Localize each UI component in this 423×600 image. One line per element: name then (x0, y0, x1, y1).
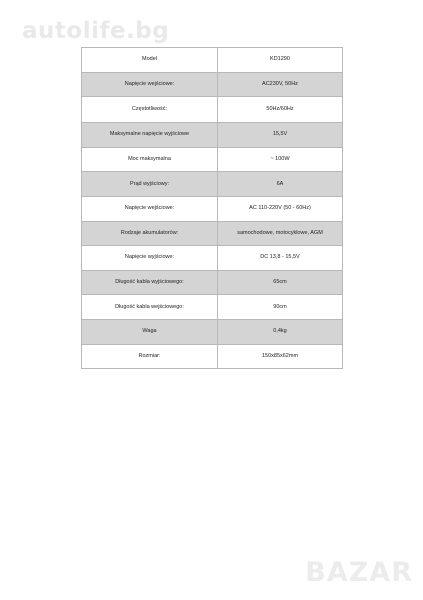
spec-label: Napięcie wejściowe: (82, 72, 218, 97)
table-row (82, 72, 343, 97)
table-row (82, 270, 343, 295)
spec-label: Napięcie wejściowe: (82, 196, 218, 221)
spec-value: 90cm (218, 295, 343, 320)
bazar-logo: BAZAR (305, 557, 413, 588)
spec-label: Rozmiar: (82, 344, 218, 369)
table-row (82, 123, 343, 148)
spec-value: 6A (218, 172, 343, 197)
spec-value: AC 110-220V (50 - 60Hz) (218, 196, 343, 221)
spec-value: 0,4kg (218, 319, 343, 344)
spec-label: Waga (82, 319, 218, 344)
spec-value: 15,5V (218, 123, 343, 148)
spec-label: Moc maksymalna (82, 147, 218, 172)
spec-value: samochodowe, motocyklowe, AGM (218, 221, 343, 246)
spec-label: Rodzaje akumulatorów: (82, 221, 218, 246)
table-row (82, 246, 343, 271)
table-row (82, 48, 343, 73)
spec-value: KD1290 (218, 48, 343, 73)
table-row (82, 147, 343, 172)
spec-value: 65cm (218, 270, 343, 295)
spec-table (81, 47, 343, 369)
table-row (82, 172, 343, 197)
spec-label: Długość kabla wejściowego: (82, 295, 218, 320)
spec-label: Napięcie wyjściowe: (82, 246, 218, 271)
spec-label: Maksymalne napięcie wyjściowe (82, 123, 218, 148)
spec-label: Model (82, 48, 218, 73)
spec-value: 150x85x62mm (218, 344, 343, 369)
table-row (82, 319, 343, 344)
table-row (82, 221, 343, 246)
spec-value: DC 13,8 - 15,5V (218, 246, 343, 271)
table-row (82, 196, 343, 221)
spec-label: Długość kabla wyjściowego: (82, 270, 218, 295)
spec-value: 50Hz/60Hz (218, 97, 343, 123)
table-row (82, 295, 343, 320)
spec-label: Częstotliwość: (82, 97, 218, 123)
spec-label: Prąd wyjściowy: (82, 172, 218, 197)
spec-value: ~ 100W (218, 147, 343, 172)
table-row (82, 344, 343, 369)
spec-table-body (82, 48, 343, 369)
spec-value: AC230V, 50Hz (218, 72, 343, 97)
watermark-text: autolife.bg (22, 18, 170, 44)
table-row (82, 97, 343, 123)
